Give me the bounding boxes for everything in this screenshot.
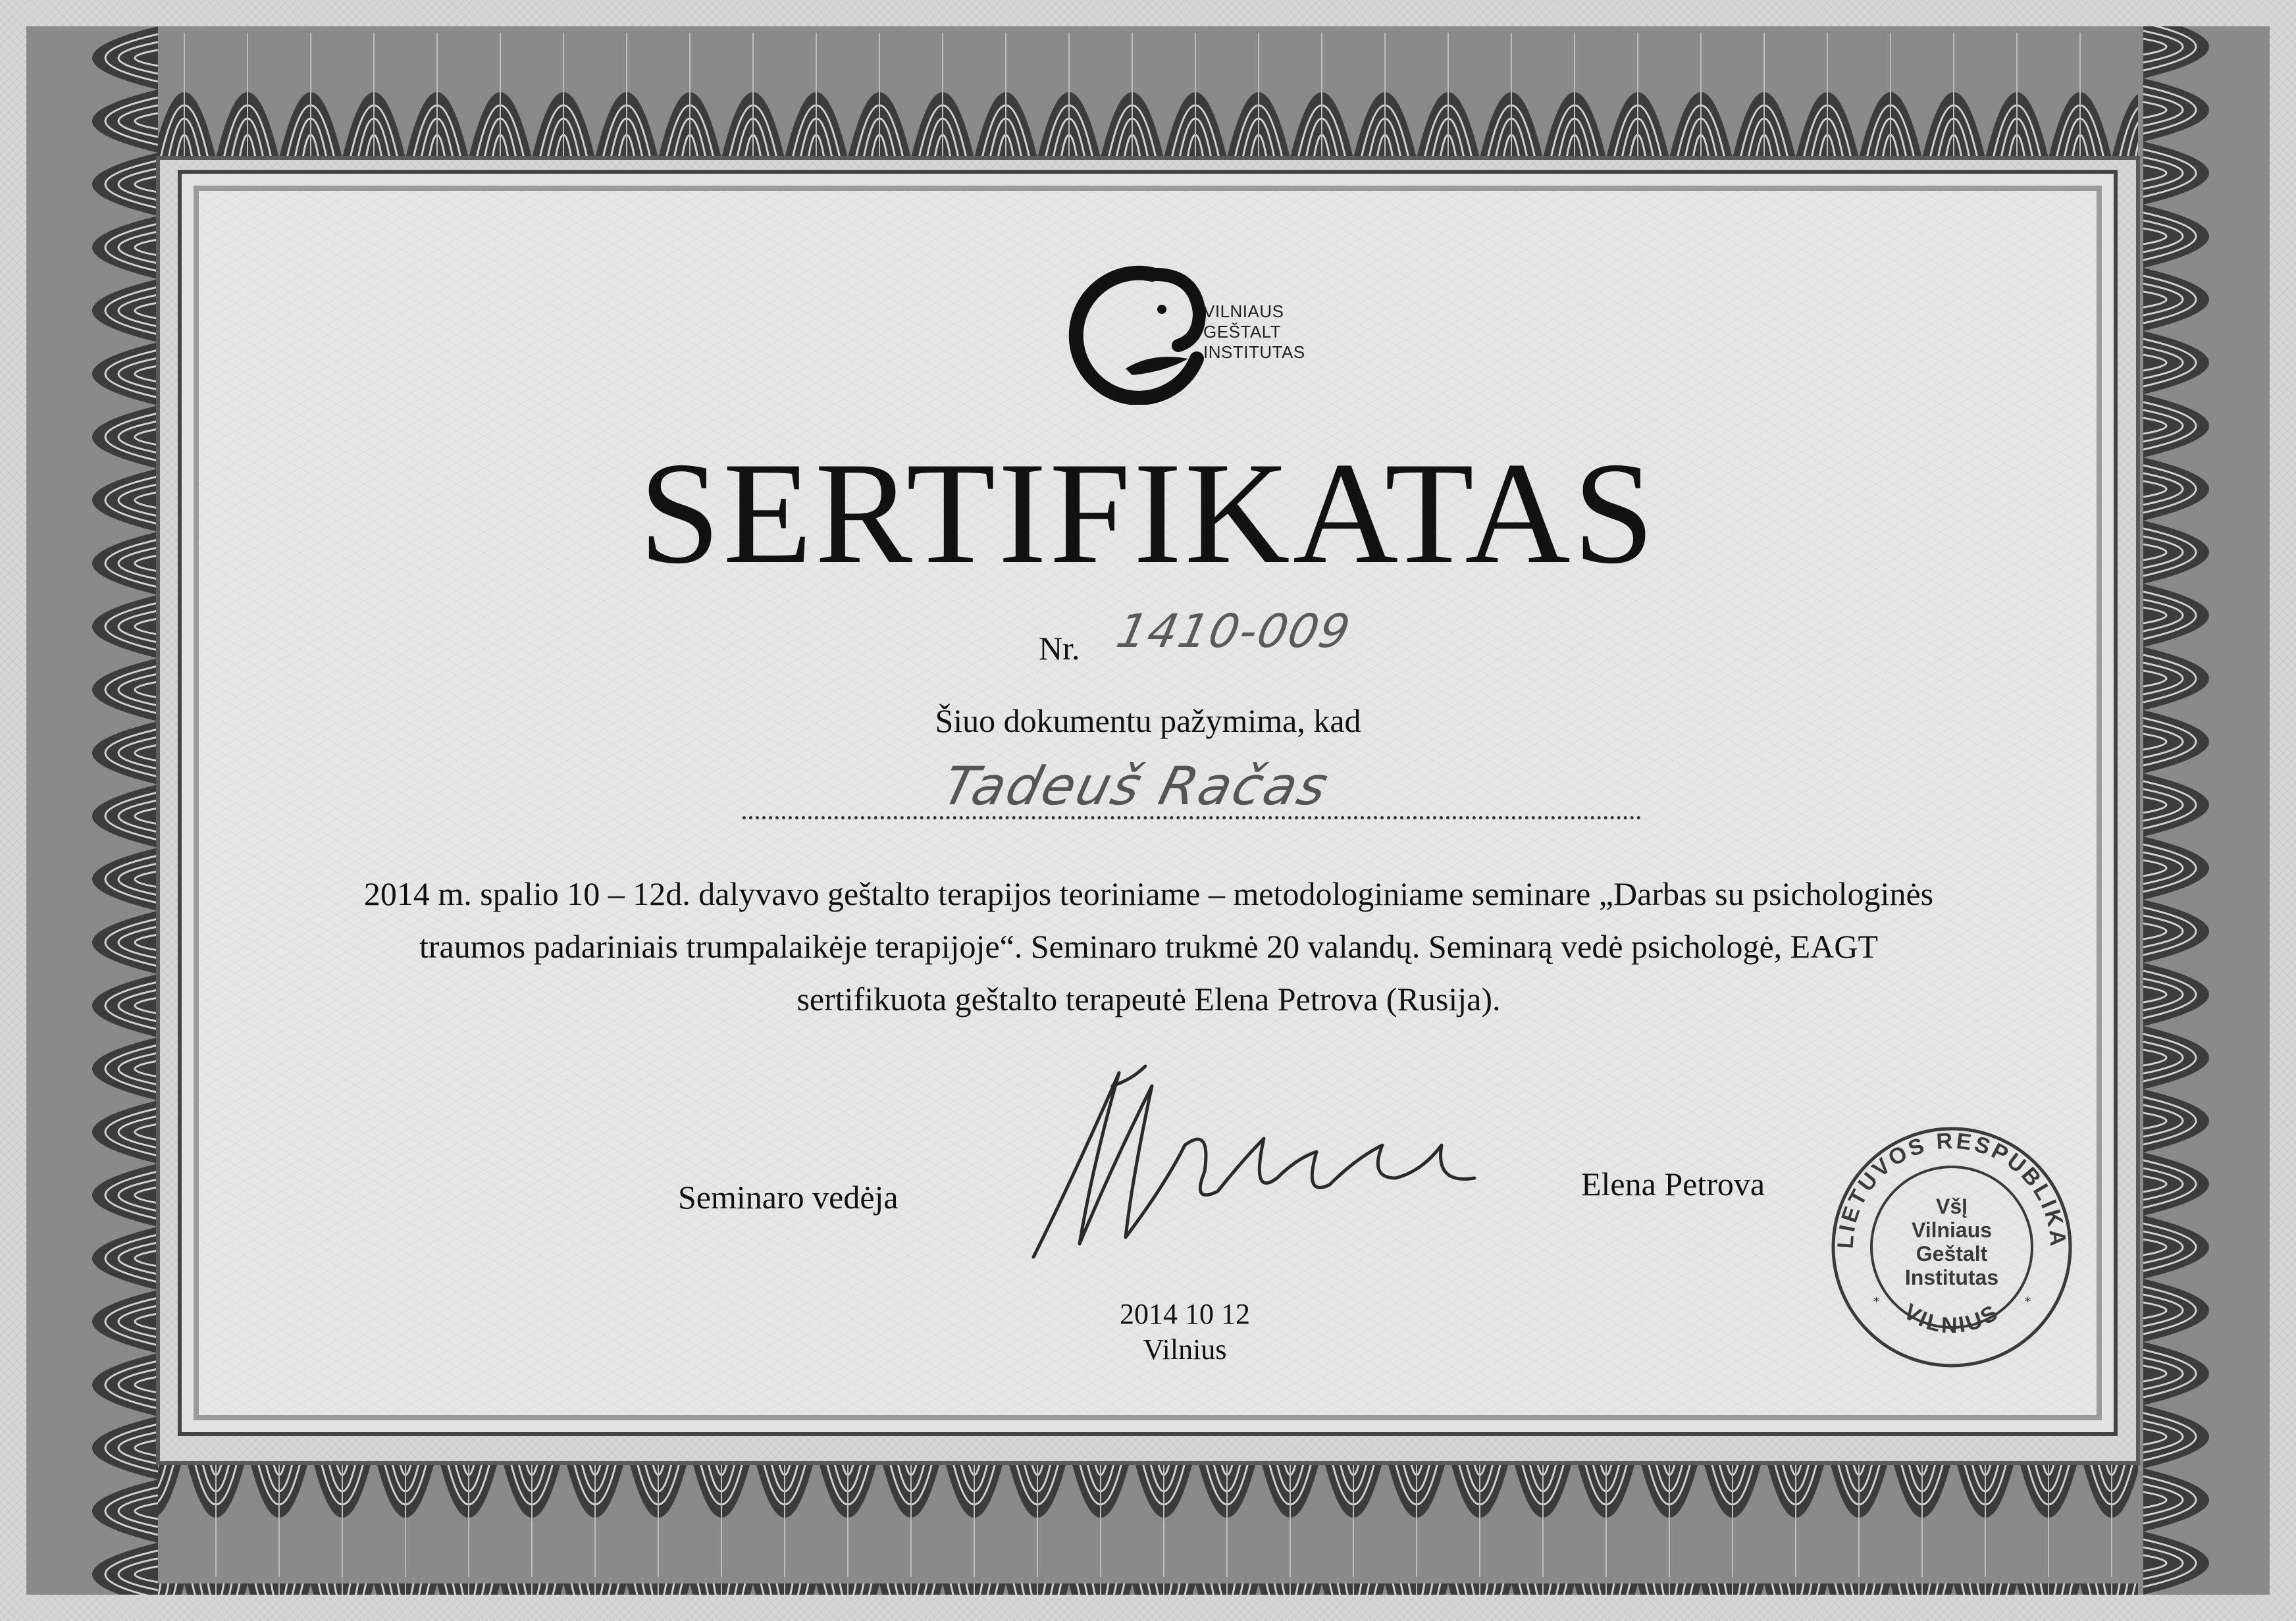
logo-line: VILNIAUS: [1203, 301, 1284, 321]
certificate-number: 1410-009: [1112, 604, 1356, 658]
stamp-ring-bottom: VILNIUS: [1899, 1299, 2004, 1339]
body-line: traumos padariniais trumpalaikėje terapijoje“. Seminaro trukmė 20 valandų. Seminarą vedė psichologė, EAGT: [419, 928, 1878, 965]
stamp-line: Vilniaus: [1911, 1218, 1993, 1242]
issue-date: 2014 10 12: [1120, 1298, 1250, 1330]
stamp-line: VšĮ: [1935, 1195, 1968, 1218]
number-label: Nr.: [1039, 630, 1080, 667]
body-line: sertifikuota geštalto terapeutė Elena Petrova (Rusija).: [796, 981, 1501, 1017]
certificate-title: SERTIFIKATAS: [639, 432, 1657, 594]
svg-text:*: *: [2024, 1293, 2031, 1310]
logo-line: GEŠTALT: [1203, 322, 1282, 342]
logo-line: INSTITUTAS: [1203, 342, 1305, 362]
stamp-line: Geštalt: [1916, 1242, 1988, 1266]
recipient-name: Tadeuš Račas: [937, 756, 1336, 817]
signature-role-label: Seminaro vedėja: [678, 1179, 899, 1216]
handwritten-signature: [1014, 1046, 1501, 1270]
issue-place: Vilnius: [1143, 1333, 1227, 1366]
recipient-line: [743, 816, 1641, 819]
body-line: 2014 m. spalio 10 – 12d. dalyvavo geštalto terapijos teoriniame – metodologiniame seminare „Darbas su psichologinės: [363, 875, 1934, 912]
signatory-name: Elena Petrova: [1581, 1166, 1765, 1202]
stamp-ring-top: LIETUVOS RESPUBLIKA: [1833, 1128, 2071, 1250]
stamp-line: Institutas: [1904, 1266, 1999, 1289]
svg-text:*: *: [1873, 1293, 1880, 1310]
certificate-body: [309, 867, 1988, 1025]
logo-wordmark: [1203, 301, 1305, 363]
svg-text:VILNIUS: [1899, 1299, 2004, 1338]
intro-text: Šiuo dokumentu pažymima, kad: [935, 702, 1361, 739]
